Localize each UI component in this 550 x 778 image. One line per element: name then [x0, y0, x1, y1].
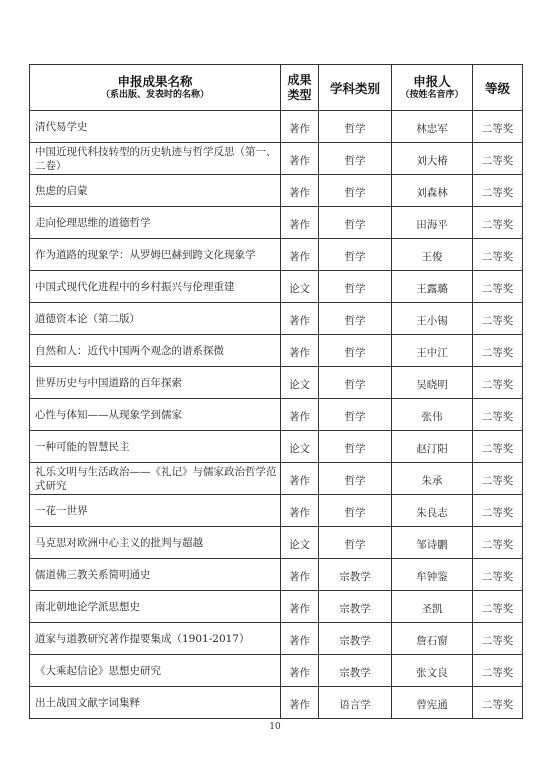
cell-type [281, 239, 319, 271]
cell-applicant [392, 559, 473, 591]
grade-text: 二等奖 [481, 699, 514, 711]
type-text: 论文 [289, 443, 310, 455]
name-text: 中国近现代科技转型的历史轨迹与哲学反思（第一、二卷） [35, 145, 277, 172]
applicant-text: 林忠军 [416, 123, 448, 135]
name-text: 儒道佛三教关系简明通史 [35, 568, 151, 581]
type-text: 论文 [289, 283, 310, 295]
cell-applicant [392, 431, 473, 463]
cell-type [281, 431, 319, 463]
grade-text: 二等奖 [481, 539, 514, 551]
header-subject: 学科类别 [319, 65, 392, 111]
subject-text: 哲学 [344, 475, 366, 487]
table-row [30, 207, 523, 239]
table-row [30, 111, 523, 143]
name-text: 道家与道教研究著作提要集成（1901-2017） [35, 632, 250, 645]
table-row [30, 527, 523, 559]
type-text: 著作 [289, 507, 310, 519]
subject-text: 哲学 [344, 219, 366, 231]
type-text: 著作 [289, 251, 310, 263]
applicant-text: 王露璐 [416, 283, 448, 295]
cell-subject [319, 399, 392, 431]
cell-type [281, 399, 319, 431]
subject-text: 哲学 [344, 539, 366, 551]
type-text: 著作 [289, 123, 310, 135]
cell-subject [319, 463, 392, 495]
grade-text: 二等奖 [481, 251, 514, 263]
page-number: 10 [269, 722, 281, 732]
type-text: 著作 [289, 187, 310, 199]
table-row [30, 367, 523, 399]
cell-applicant [392, 239, 473, 271]
cell-subject [319, 207, 392, 239]
subject-text: 宗教学 [339, 635, 371, 647]
subject-text: 哲学 [344, 283, 366, 295]
type-text: 著作 [289, 315, 310, 327]
table-row [30, 591, 523, 623]
type-text: 著作 [289, 411, 310, 423]
name-text: 世界历史与中国道路的百年探索 [35, 376, 182, 389]
name-text: 南北朝地论学派思想史 [35, 600, 140, 613]
name-text: 《大乘起信论》思想史研究 [35, 664, 161, 677]
cell-applicant [392, 687, 473, 719]
cell-subject [319, 271, 392, 303]
grade-text: 二等奖 [481, 507, 514, 519]
cell-name [30, 591, 281, 623]
type-text: 著作 [289, 571, 310, 583]
applicant-text: 吴晓明 [416, 379, 448, 391]
applicant-text: 赵汀阳 [416, 443, 448, 455]
cell-type [281, 687, 319, 719]
cell-grade [473, 367, 523, 399]
table-row [30, 495, 523, 527]
type-text: 著作 [289, 155, 310, 167]
cell-applicant [392, 207, 473, 239]
subject-text: 哲学 [344, 251, 366, 263]
table-row [30, 303, 523, 335]
table-row [30, 239, 523, 271]
cell-applicant [392, 591, 473, 623]
cell-applicant [392, 463, 473, 495]
table-row [30, 559, 523, 591]
name-text: 清代易学史 [35, 120, 88, 133]
cell-grade [473, 303, 523, 335]
header-name-sub: （系出版、发表时的名称） [100, 90, 209, 100]
applicant-text: 王小锡 [416, 315, 448, 327]
cell-name [30, 335, 281, 367]
name-text: 一种可能的智慧民主 [35, 440, 130, 453]
cell-subject [319, 143, 392, 175]
applicant-text: 詹石窗 [416, 635, 448, 647]
subject-text: 哲学 [344, 155, 366, 167]
table-row [30, 335, 523, 367]
applicant-text: 刘大椿 [416, 155, 448, 167]
name-text: 走向伦理思维的道德哲学 [35, 216, 151, 229]
cell-type [281, 207, 319, 239]
cell-grade [473, 687, 523, 719]
grade-text: 二等奖 [481, 187, 514, 199]
cell-type [281, 591, 319, 623]
cell-name [30, 239, 281, 271]
table-header-row [30, 65, 523, 111]
subject-text: 哲学 [344, 347, 366, 359]
cell-name [30, 303, 281, 335]
cell-type [281, 463, 319, 495]
header-type-line2: 类型 [287, 87, 312, 102]
cell-subject [319, 175, 392, 207]
cell-grade [473, 271, 523, 303]
table-row [30, 399, 523, 431]
applicant-text: 田海平 [416, 219, 448, 231]
type-text: 著作 [289, 603, 310, 615]
grade-text: 二等奖 [481, 603, 514, 615]
table-row [30, 175, 523, 207]
cell-name [30, 143, 281, 175]
cell-grade [473, 175, 523, 207]
cell-name [30, 271, 281, 303]
applicant-text: 朱承 [421, 475, 443, 487]
name-text: 马克思对欧洲中心主义的批判与超越 [35, 536, 203, 549]
type-text: 论文 [289, 539, 310, 551]
cell-grade [473, 431, 523, 463]
cell-name [30, 431, 281, 463]
grade-text: 二等奖 [481, 379, 514, 391]
cell-applicant [392, 623, 473, 655]
cell-type [281, 335, 319, 367]
table-row [30, 655, 523, 687]
type-text: 著作 [289, 635, 310, 647]
cell-grade [473, 559, 523, 591]
cell-applicant [392, 111, 473, 143]
grade-text: 二等奖 [481, 443, 514, 455]
cell-name [30, 623, 281, 655]
cell-type [281, 271, 319, 303]
cell-subject [319, 655, 392, 687]
table-row [30, 463, 523, 495]
name-text: 焦虑的启蒙 [35, 184, 88, 197]
cell-applicant [392, 527, 473, 559]
cell-applicant [392, 399, 473, 431]
grade-text: 二等奖 [481, 219, 514, 231]
subject-text: 宗教学 [339, 667, 371, 679]
name-text: 一花一世界 [35, 504, 88, 517]
cell-applicant [392, 655, 473, 687]
cell-name [30, 111, 281, 143]
cell-type [281, 143, 319, 175]
cell-grade [473, 463, 523, 495]
cell-type [281, 527, 319, 559]
type-text: 著作 [289, 347, 310, 359]
cell-applicant [392, 367, 473, 399]
cell-subject [319, 239, 392, 271]
cell-type [281, 111, 319, 143]
grade-text: 二等奖 [481, 347, 514, 359]
grade-text: 二等奖 [481, 667, 514, 679]
cell-name [30, 495, 281, 527]
subject-text: 哲学 [344, 411, 366, 423]
cell-applicant [392, 303, 473, 335]
cell-grade [473, 655, 523, 687]
name-text: 作为道路的现象学：从罗姆巴赫到跨文化现象学 [35, 248, 256, 261]
applicant-text: 邹诗鹏 [416, 539, 448, 551]
subject-text: 哲学 [344, 507, 366, 519]
header-type-line1: 成果 [287, 72, 312, 87]
cell-name [30, 367, 281, 399]
cell-subject [319, 559, 392, 591]
cell-name [30, 207, 281, 239]
subject-text: 哲学 [344, 443, 366, 455]
cell-subject [319, 111, 392, 143]
cell-type [281, 367, 319, 399]
cell-subject [319, 303, 392, 335]
grade-text: 二等奖 [481, 571, 514, 583]
header-applicant-main: 申报人 [413, 74, 451, 89]
cell-name [30, 399, 281, 431]
applicant-text: 王中江 [416, 347, 448, 359]
applicant-text: 张伟 [421, 411, 443, 423]
cell-subject [319, 623, 392, 655]
cell-type [281, 655, 319, 687]
cell-subject [319, 687, 392, 719]
subject-text: 语言学 [339, 699, 371, 711]
cell-type [281, 623, 319, 655]
grade-text: 二等奖 [481, 635, 514, 647]
table-body [30, 111, 523, 719]
header-applicant-sub: （按姓名音序） [400, 90, 464, 100]
cell-grade [473, 495, 523, 527]
applicant-text: 牟钟鉴 [416, 571, 448, 583]
type-text: 著作 [289, 475, 310, 487]
cell-subject [319, 431, 392, 463]
subject-text: 哲学 [344, 315, 366, 327]
cell-grade [473, 143, 523, 175]
subject-text: 哲学 [344, 187, 366, 199]
name-text: 道德资本论（第二版） [35, 312, 140, 325]
name-text: 出土战国文献字词集释 [35, 696, 140, 709]
applicant-text: 圣凯 [421, 603, 443, 615]
cell-applicant [392, 271, 473, 303]
cell-type [281, 175, 319, 207]
applicant-text: 曾宪通 [416, 699, 448, 711]
type-text: 著作 [289, 667, 310, 679]
name-text: 礼乐文明与生活政治——《礼记》与儒家政治哲学范式研究 [35, 465, 277, 492]
cell-type [281, 495, 319, 527]
grade-text: 二等奖 [481, 123, 514, 135]
cell-name [30, 655, 281, 687]
grade-text: 二等奖 [481, 155, 514, 167]
type-text: 著作 [289, 699, 310, 711]
cell-subject [319, 527, 392, 559]
cell-subject [319, 591, 392, 623]
cell-name [30, 527, 281, 559]
applicant-text: 张文良 [416, 667, 448, 679]
cell-grade [473, 207, 523, 239]
applicant-text: 刘森林 [416, 187, 448, 199]
cell-grade [473, 623, 523, 655]
subject-text: 宗教学 [339, 603, 371, 615]
name-text: 自然和人：近代中国两个观念的谱系探微 [35, 344, 224, 357]
cell-grade [473, 335, 523, 367]
cell-grade [473, 527, 523, 559]
subject-text: 宗教学 [339, 571, 371, 583]
type-text: 论文 [289, 379, 310, 391]
header-grade: 等级 [473, 65, 523, 111]
header-type [281, 65, 319, 111]
grade-text: 二等奖 [481, 411, 514, 423]
cell-name [30, 559, 281, 591]
type-text: 著作 [289, 219, 310, 231]
table-row [30, 431, 523, 463]
cell-subject [319, 367, 392, 399]
grade-text: 二等奖 [481, 283, 514, 295]
cell-applicant [392, 495, 473, 527]
cell-applicant [392, 335, 473, 367]
grade-text: 二等奖 [481, 475, 514, 487]
header-name-main: 申报成果名称 [117, 74, 193, 89]
cell-applicant [392, 143, 473, 175]
header-name [30, 65, 281, 111]
cell-grade [473, 111, 523, 143]
applicant-text: 王俊 [421, 251, 443, 263]
header-applicant [392, 65, 473, 111]
table-row [30, 687, 523, 719]
cell-subject [319, 495, 392, 527]
cell-grade [473, 239, 523, 271]
subject-text: 哲学 [344, 123, 366, 135]
awards-table [29, 64, 523, 719]
table-row [30, 271, 523, 303]
cell-name [30, 687, 281, 719]
cell-grade [473, 591, 523, 623]
grade-text: 二等奖 [481, 315, 514, 327]
table-row [30, 623, 523, 655]
cell-name [30, 463, 281, 495]
cell-type [281, 559, 319, 591]
applicant-text: 朱良志 [416, 507, 448, 519]
subject-text: 哲学 [344, 379, 366, 391]
cell-applicant [392, 175, 473, 207]
cell-name [30, 175, 281, 207]
cell-type [281, 303, 319, 335]
name-text: 心性与体知——从现象学到儒家 [35, 408, 182, 421]
table-row [30, 143, 523, 175]
name-text: 中国式现代化进程中的乡村振兴与伦理重建 [35, 280, 235, 293]
cell-grade [473, 399, 523, 431]
cell-subject [319, 335, 392, 367]
